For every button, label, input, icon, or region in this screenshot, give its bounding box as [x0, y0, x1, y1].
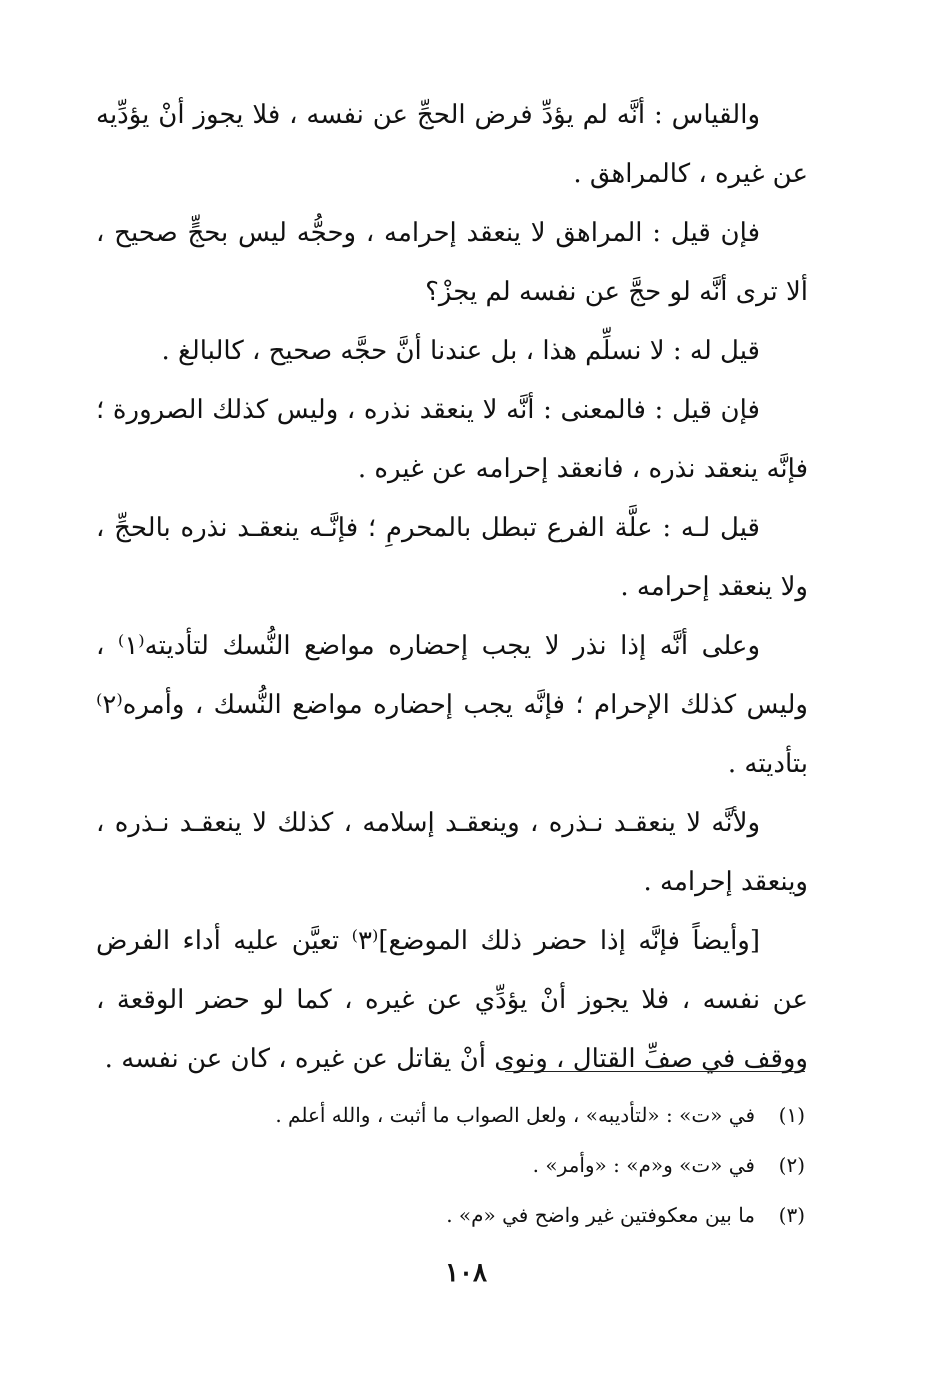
- footnote-text: في «ت» و«م» : «وأمر» .: [532, 1153, 755, 1177]
- page-number: ١٠٨: [445, 1258, 487, 1288]
- footnote-1: [200, 1090, 805, 1140]
- footnote-text: في «ت» : «لتأديبه» ، ولعل الصواب ما أثبت ، والله أعلم .: [275, 1103, 755, 1127]
- footnote-number: (٢): [778, 1153, 805, 1177]
- paragraph-1: والقياس : أنَّه لم يؤدِّ فرض الحجِّ عن نفسه ، فلا يجوز أنْ يؤدِّيه عن غيره ، كالمراهق .: [96, 100, 808, 189]
- paragraph-3: قيل له : لا نسلِّم هذا ، بل عندنا أنَّ حجَّه صحيح ، كالبالغ .: [161, 336, 760, 366]
- footnote-number: (٣): [778, 1203, 805, 1227]
- paragraph-2: فإن قيل : المراهق لا ينعقد إحرامه ، وحجُّه ليس بحجٍّ صحيح ، ألا ترى أنَّه لو حجَّ عن نفسه لم يجزْ؟: [96, 218, 808, 307]
- main-text: [96, 86, 808, 1089]
- paragraph-4: فإن قيل : فالمعنى : أنَّه لا ينعقد نذره ، وليس كذلك الصرورة ؛ فإنَّه ينعقد نذره ، فانعقد إحرامه عن غيره .: [96, 395, 808, 484]
- footnote-2: [200, 1140, 805, 1190]
- footnote-text: ما بين معكوفتين غير واضح في «م» .: [446, 1203, 755, 1227]
- paragraph-8: [وأيضاً فإنَّه إذا حضر ذلك الموضع]⁽٣⁾ تعيَّن عليه أداء الفرض عن نفسه ، فلا يجوز أنْ يؤدِّي عن غيره ، كما لو حضر الوقعة ، ووقف في صفِّ القتال ، ونوى أنْ يقاتل عن غيره ، كان عن نفسه .: [96, 926, 808, 1074]
- paragraph-5: قيل لـه : علَّة الفرع تبطل بالمحرمِ ؛ فإنَّـه ينعقـد نذره بالحجِّ ، ولا ينعقد إحرامه .: [96, 513, 808, 602]
- paragraph-7: ولأنَّه لا ينعقـد نـذره ، وينعقـد إسلامه ، كذلك لا ينعقـد نـذره ، وينعقد إحرامه .: [96, 808, 808, 897]
- footnote-3: [200, 1190, 805, 1240]
- footnotes: [200, 1090, 805, 1240]
- paragraph-6: وعلى أنَّه إذا نذر لا يجب إحضاره مواضع النُّسك لتأديته⁽١⁾ ، وليس كذلك الإحرام ؛ فإنَّه يجب إحضاره مواضع النُّسك ، وأمره⁽٢⁾ بتأديته .: [96, 631, 808, 779]
- footnote-divider: [505, 1071, 805, 1072]
- footnote-number: (١): [778, 1103, 805, 1127]
